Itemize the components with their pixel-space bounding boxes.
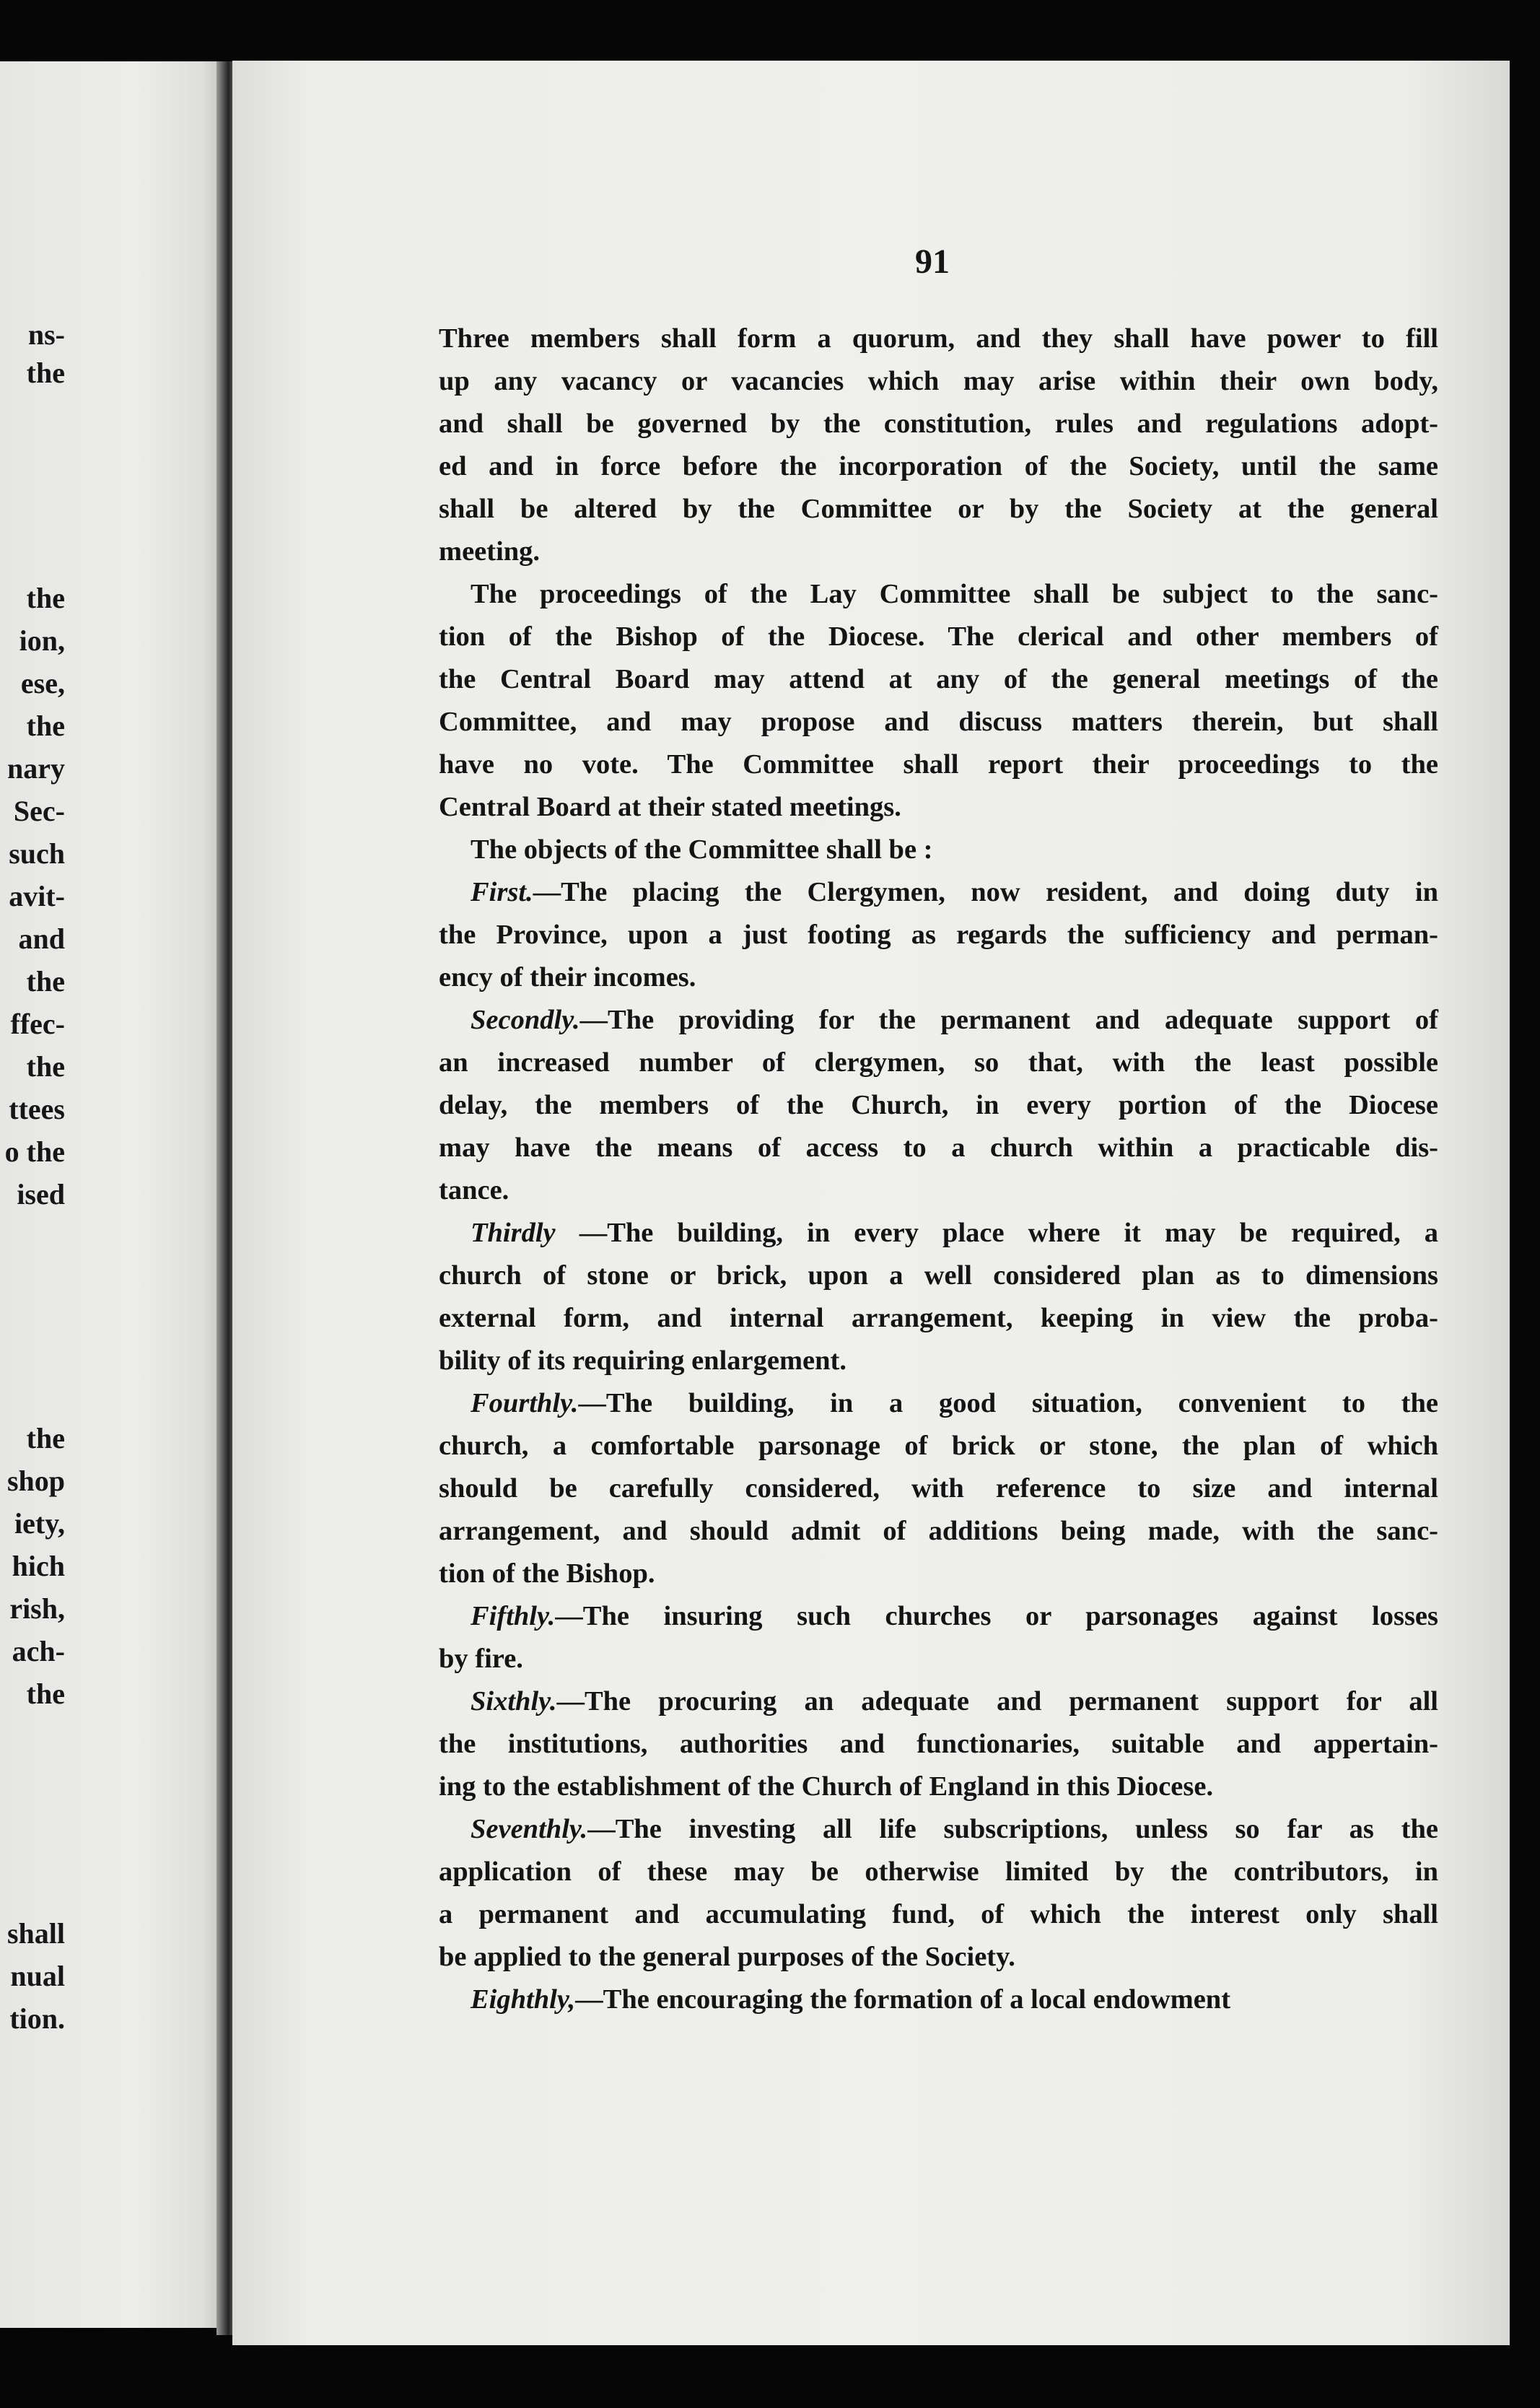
- text-line: [439, 1851, 1438, 1893]
- line-text: bility of its requiring enlargement.: [439, 1345, 846, 1376]
- text-line: [439, 1467, 1438, 1510]
- text-line: [439, 914, 1438, 956]
- line-text: —The providing for the permanent and adequate support of: [579, 1005, 1438, 1035]
- line-text: the institutions, authorities and functionaries, suitable and appertain-: [439, 1729, 1438, 1759]
- left-margin-fragment: nary: [7, 752, 65, 785]
- text-line: [439, 1553, 1438, 1595]
- left-margin-fragment: the: [26, 582, 65, 614]
- line-text: —The investing all life subscriptions, unless so far as the: [587, 1814, 1438, 1844]
- line-text: —The building, in a good situation, convenient to the: [578, 1388, 1438, 1418]
- text-line: [439, 743, 1438, 786]
- line-text: tion of the Bishop.: [439, 1558, 655, 1589]
- text-line: [439, 956, 1438, 999]
- text-line: [439, 1425, 1438, 1467]
- left-margin-fragment: hich: [12, 1550, 65, 1582]
- line-text: have no vote. The Committee shall report their proceedings to the: [439, 749, 1438, 780]
- left-margin-fragment: and: [18, 922, 65, 955]
- left-margin-fragment: ffec-: [10, 1008, 65, 1040]
- left-margin-fragment: shop: [6, 1465, 65, 1497]
- text-line: [439, 1382, 1438, 1425]
- paragraph-lead-word: Fifthly.: [471, 1601, 556, 1631]
- line-text: application of these may be otherwise limited by the contributors, in: [439, 1857, 1438, 1887]
- line-text: by fire.: [439, 1644, 523, 1674]
- left-margin-fragment: nual: [10, 1960, 65, 1992]
- text-line: [439, 1979, 1438, 2021]
- left-margin-fragment: Sec-: [13, 795, 65, 827]
- text-line: [439, 1893, 1438, 1936]
- line-text: Committee, and may propose and discuss matters therein, but shall: [439, 707, 1438, 737]
- left-margin-fragment: ised: [17, 1178, 65, 1210]
- text-line: [439, 1084, 1438, 1127]
- paragraph-lead-word: Seventhly.: [471, 1814, 588, 1844]
- left-margin-fragment: ion,: [19, 624, 65, 657]
- paragraph-lead-word: Thirdly: [471, 1218, 556, 1248]
- text-line: [439, 829, 1438, 871]
- line-text: delay, the members of the Church, in every portion of the Diocese: [439, 1090, 1438, 1120]
- paragraph-lead-word: Fourthly.: [471, 1388, 579, 1418]
- text-line: [439, 1723, 1438, 1766]
- text-line: [439, 1680, 1438, 1723]
- text-line: [439, 999, 1438, 1042]
- left-margin-fragment: iety,: [14, 1507, 65, 1540]
- left-margin-fragment: tion.: [9, 2002, 65, 2035]
- text-line: [439, 658, 1438, 701]
- text-line: [439, 403, 1438, 445]
- text-line: [439, 573, 1438, 616]
- left-margin-fragment: the: [26, 1050, 65, 1083]
- line-text: should be carefully considered, with reference to size and internal: [439, 1473, 1438, 1504]
- line-text: The proceedings of the Lay Committee shall be subject to the sanc-: [471, 579, 1438, 609]
- left-margin-fragment: ach-: [12, 1635, 65, 1667]
- paragraph-lead-word: Sixthly.: [471, 1686, 557, 1716]
- text-line: [439, 488, 1438, 531]
- text-line: [439, 786, 1438, 829]
- text-line: [439, 1340, 1438, 1382]
- text-line: [439, 318, 1438, 360]
- left-facing-page: [0, 61, 229, 2328]
- text-line: [439, 1638, 1438, 1680]
- left-margin-fragment: the: [26, 357, 65, 389]
- line-text: —The procuring an adequate and permanent support for all: [556, 1686, 1438, 1716]
- line-text: an increased number of clergymen, so that, with the least possible: [439, 1047, 1438, 1078]
- left-margin-fragment: the: [26, 965, 65, 998]
- paragraph-lead-word: Eighthly,: [471, 1984, 576, 2015]
- line-text: meeting.: [439, 536, 541, 567]
- text-line: [439, 445, 1438, 488]
- text-line: [439, 1127, 1438, 1169]
- left-margin-fragment: the: [26, 710, 65, 742]
- line-text: tion of the Bishop of the Diocese. The clerical and other members of: [439, 621, 1438, 652]
- text-line: [439, 1297, 1438, 1340]
- line-text: external form, and internal arrangement, keeping in view the proba-: [439, 1303, 1438, 1333]
- left-margin-fragment: the: [26, 1422, 65, 1454]
- text-line: [439, 531, 1438, 573]
- line-text: be applied to the general purposes of the Society.: [439, 1942, 1015, 1972]
- text-line: [439, 1255, 1438, 1297]
- line-text: the Province, upon a just footing as regards the sufficiency and perman-: [439, 920, 1438, 950]
- text-line: [439, 1936, 1438, 1979]
- left-margin-fragment: ns-: [27, 318, 65, 351]
- line-text: a permanent and accumulating fund, of which the interest only shall: [439, 1899, 1438, 1929]
- paragraph-lead-word: Secondly.: [471, 1005, 580, 1035]
- text-line: [439, 871, 1438, 914]
- paragraph-lead-word: First.: [471, 877, 533, 907]
- left-margin-fragment: rish,: [9, 1592, 65, 1625]
- text-line: [439, 1766, 1438, 1808]
- text-line: [439, 1510, 1438, 1553]
- line-text: ency of their incomes.: [439, 962, 696, 993]
- page-number: 91: [915, 243, 950, 281]
- line-text: church, a comfortable parsonage of brick or stone, the plan of which: [439, 1431, 1438, 1461]
- left-margin-fragment: ttees: [9, 1093, 65, 1125]
- line-text: up any vacancy or vacancies which may arise within their own body,: [439, 366, 1438, 396]
- line-text: arrangement, and should admit of additions being made, with the sanc-: [439, 1516, 1438, 1546]
- text-line: [439, 701, 1438, 743]
- text-line: [439, 1808, 1438, 1851]
- text-line: [439, 1595, 1438, 1638]
- left-margin-fragment: the: [26, 1678, 65, 1710]
- text-line: [439, 1042, 1438, 1084]
- line-text: Central Board at their stated meetings.: [439, 792, 901, 822]
- left-margin-fragment: avit-: [9, 880, 65, 912]
- line-text: tance.: [439, 1175, 509, 1205]
- text-line: [439, 1169, 1438, 1212]
- line-text: ing to the establishment of the Church of England in this Diocese.: [439, 1771, 1214, 1802]
- text-line: [439, 360, 1438, 403]
- line-text: ed and in force before the incorporation of the Society, until the same: [439, 451, 1438, 481]
- line-text: —The placing the Clergymen, now resident, and doing duty in: [533, 877, 1438, 907]
- left-margin-fragment: shall: [6, 1917, 65, 1950]
- page-body-text: [439, 318, 1438, 2021]
- text-line: [439, 616, 1438, 658]
- line-text: shall be altered by the Committee or by the Society at the general: [439, 494, 1438, 524]
- line-text: may have the means of access to a church within a practicable dis-: [439, 1133, 1438, 1163]
- text-line: [439, 1212, 1438, 1255]
- left-margin-fragment: such: [9, 837, 65, 870]
- left-margin-fragment: ese,: [20, 667, 65, 699]
- line-text: church of stone or brick, upon a well considered plan as to dimensions: [439, 1260, 1438, 1291]
- line-text: —The insuring such churches or parsonages against losses: [555, 1601, 1438, 1631]
- line-text: and shall be governed by the constitution, rules and regulations adopt-: [439, 409, 1438, 439]
- line-text: —The building, in every place where it may be required, a: [555, 1218, 1438, 1248]
- line-text: —The encouraging the formation of a local endowment: [575, 1984, 1231, 2015]
- line-text: the Central Board may attend at any of the general meetings of the: [439, 664, 1438, 694]
- line-text: The objects of the Committee shall be :: [471, 834, 933, 865]
- line-text: Three members shall form a quorum, and they shall have power to fill: [439, 323, 1438, 354]
- left-margin-fragment: o the: [4, 1135, 65, 1168]
